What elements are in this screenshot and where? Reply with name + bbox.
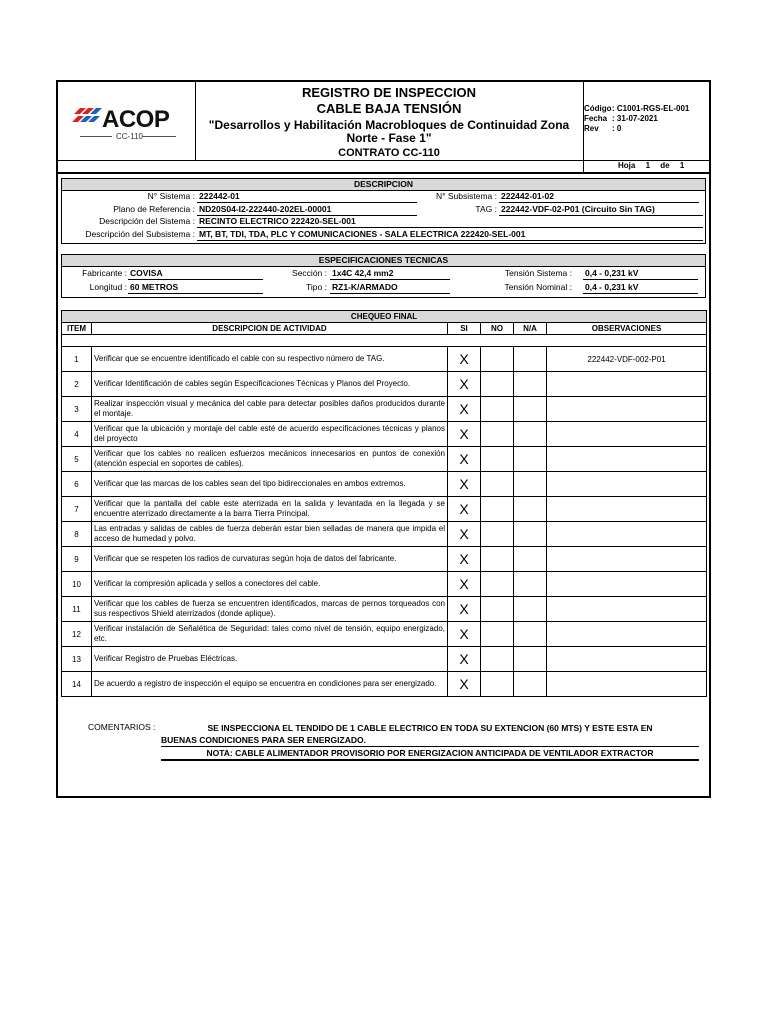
item-na-mark xyxy=(514,397,547,422)
item-observation xyxy=(547,672,707,697)
item-si-mark: X xyxy=(448,547,481,572)
item-no-mark xyxy=(481,472,514,497)
item-description: Verificar Identificación de cables según Especificaciones Técnicas y Planos del Proyecto. xyxy=(92,372,448,397)
item-number: 10 xyxy=(62,572,92,597)
plano-label: Plano de Referencia : xyxy=(113,204,195,214)
item-na-mark xyxy=(514,472,547,497)
form-header xyxy=(58,82,709,161)
seccion-value: 1x4C 42,4 mm2 xyxy=(330,268,450,280)
item-number: 2 xyxy=(62,372,92,397)
item-observation xyxy=(547,422,707,447)
item-si-mark: X xyxy=(448,597,481,622)
tipo-label: Tipo : xyxy=(306,282,327,292)
item-observation xyxy=(547,572,707,597)
page-number-row xyxy=(58,160,709,174)
item-no-mark xyxy=(481,447,514,472)
col-no: NO xyxy=(481,323,514,335)
item-number: 11 xyxy=(62,597,92,622)
item-na-mark xyxy=(514,672,547,697)
desc-subsistema-value: MT, BT, TDI, TDA, PLC Y COMUNICACIONES - SALA ELECTRICA 222420-SEL-001 xyxy=(197,229,703,241)
document-meta xyxy=(584,104,689,134)
item-na-mark xyxy=(514,497,547,522)
table-row xyxy=(62,622,707,647)
tension-sistema-label: Tensión Sistema : xyxy=(504,268,572,278)
item-observation xyxy=(547,372,707,397)
project-name: "Desarrollos y Habilitación Macrobloques de Continuidad Zona Norte - Fase 1" xyxy=(208,118,570,145)
item-no-mark xyxy=(481,597,514,622)
item-si-mark: X xyxy=(448,672,481,697)
tension-nominal-label: Tensión Nominal : xyxy=(504,282,572,292)
item-no-mark xyxy=(481,622,514,647)
final-check-table xyxy=(61,310,707,697)
item-number: 4 xyxy=(62,422,92,447)
item-no-mark xyxy=(481,497,514,522)
comment-line-4 xyxy=(161,760,699,761)
specs-heading: ESPECIFICACIONES TECNICAS xyxy=(62,255,705,267)
item-no-mark xyxy=(481,672,514,697)
item-na-mark xyxy=(514,622,547,647)
item-observation xyxy=(547,497,707,522)
item-si-mark: X xyxy=(448,472,481,497)
col-si: SI xyxy=(448,323,481,335)
logo-subtitle: CC-110 xyxy=(116,132,143,141)
item-na-mark xyxy=(514,522,547,547)
hoja-total: 1 xyxy=(679,161,685,170)
comment-line-3: NOTA: CABLE ALIMENTADOR PROVISORIO POR ENERGIZACION ANTICIPADA DE VENTILADOR EXTRACTOR xyxy=(161,747,699,760)
hoja-de: de xyxy=(660,161,670,170)
item-na-mark xyxy=(514,347,547,372)
fabricante-label: Fabricante : xyxy=(82,268,127,278)
item-number: 1 xyxy=(62,347,92,372)
item-description: Verificar que los cables no realicen esfuerzos mecánicos innecesarios en puntos de conexión (atención especial en soportes de cables). xyxy=(92,447,448,472)
acop-stripes-icon xyxy=(72,108,102,124)
item-observation xyxy=(547,472,707,497)
page-row-divider xyxy=(583,160,584,172)
desc-sistema-label: Descripción del Sistema : xyxy=(99,216,195,226)
item-no-mark xyxy=(481,422,514,447)
item-na-mark xyxy=(514,372,547,397)
item-observation xyxy=(547,622,707,647)
seccion-label: Sección : xyxy=(292,268,327,278)
item-si-mark: X xyxy=(448,422,481,447)
table-row xyxy=(62,397,707,422)
description-section xyxy=(61,178,706,244)
item-number: 5 xyxy=(62,447,92,472)
hoja-label: Hoja xyxy=(618,161,636,170)
item-description: Verificar que la ubicación y montaje del cable esté de acuerdo especificaciones técnicas y planos del proyecto xyxy=(92,422,448,447)
item-number: 6 xyxy=(62,472,92,497)
plano-value: ND20S04-I2-222440-202EL-00001 xyxy=(197,204,417,216)
item-observation xyxy=(547,647,707,672)
item-no-mark xyxy=(481,572,514,597)
form-title: REGISTRO DE INSPECCION xyxy=(301,85,477,100)
item-na-mark xyxy=(514,647,547,672)
fecha-value: : 31-07-2021 xyxy=(612,114,658,123)
item-description: Verificar que los cables de fuerza se encuentren identificados, marcas de pernos torqueados con sus respectivos Shield aterrizados (donde aplique). xyxy=(92,597,448,622)
item-description: Verificar la compresión aplicada y sellos a conectores del cable. xyxy=(92,572,448,597)
item-si-mark: X xyxy=(448,647,481,672)
form-subtitle: CABLE BAJA TENSIÓN xyxy=(316,101,462,116)
final-check-heading: CHEQUEO FINAL xyxy=(62,311,707,323)
col-na: N/A xyxy=(514,323,547,335)
tag-label: TAG : xyxy=(475,204,497,214)
item-si-mark: X xyxy=(448,347,481,372)
item-observation xyxy=(547,397,707,422)
item-si-mark: X xyxy=(448,497,481,522)
comment-line-2: BUENAS CONDICIONES PARA SER ENERGIZADO. xyxy=(161,734,699,747)
item-number: 8 xyxy=(62,522,92,547)
page-number xyxy=(618,160,692,172)
logo-rule-right xyxy=(142,136,176,137)
col-item: ITEM xyxy=(62,323,92,335)
table-row xyxy=(62,547,707,572)
table-row xyxy=(62,347,707,372)
item-number: 9 xyxy=(62,547,92,572)
item-no-mark xyxy=(481,372,514,397)
item-no-mark xyxy=(481,347,514,372)
tension-nominal-value: 0,4 - 0,231 kV xyxy=(583,282,698,294)
rev-value: : 0 xyxy=(612,124,622,133)
item-observation: 222442-VDF-002-P01 xyxy=(547,347,707,372)
item-si-mark: X xyxy=(448,372,481,397)
item-no-mark xyxy=(481,647,514,672)
longitud-label: Longitud : xyxy=(89,282,127,292)
tag-value: 222442-VDF-02-P01 (Circuito Sin TAG) xyxy=(499,204,703,216)
tension-sistema-value: 0,4 - 0,231 kV xyxy=(583,268,698,280)
subsistema-value: 222442-01-02 xyxy=(499,191,699,203)
title-block xyxy=(195,82,584,160)
contract-number: CONTRATO CC-110 xyxy=(338,147,440,159)
item-description: Verificar que se encuentre identificado el cable con su respectivo número de TAG. xyxy=(92,347,448,372)
desc-sistema-value: RECINTO ELECTRICO 222420-SEL-001 xyxy=(197,216,703,228)
table-row xyxy=(62,472,707,497)
item-na-mark xyxy=(514,447,547,472)
item-no-mark xyxy=(481,397,514,422)
spacer-row xyxy=(62,335,707,347)
item-number: 3 xyxy=(62,397,92,422)
table-row xyxy=(62,597,707,622)
hoja-num: 1 xyxy=(645,161,651,170)
item-no-mark xyxy=(481,547,514,572)
item-number: 7 xyxy=(62,497,92,522)
item-description: Verificar que se respeten los radios de curvaturas según hoja de datos del fabricante. xyxy=(92,547,448,572)
item-na-mark xyxy=(514,572,547,597)
tipo-value: RZ1-K/ARMADO xyxy=(330,282,450,294)
table-row xyxy=(62,372,707,397)
item-number: 13 xyxy=(62,647,92,672)
comment-line-1: SE INSPECCIONA EL TENDIDO DE 1 CABLE ELECTRICO EN TODA SU EXTENCION (60 MTS) Y ESTE ESTA EN xyxy=(207,723,653,733)
table-row xyxy=(62,497,707,522)
item-observation xyxy=(547,547,707,572)
specs-section xyxy=(61,254,706,298)
table-row xyxy=(62,422,707,447)
table-row xyxy=(62,572,707,597)
item-si-mark: X xyxy=(448,622,481,647)
item-number: 14 xyxy=(62,672,92,697)
item-number: 12 xyxy=(62,622,92,647)
col-description: DESCRIPCION DE ACTIVIDAD xyxy=(92,323,448,335)
item-description: Verificar Registro de Pruebas Eléctricas. xyxy=(92,647,448,672)
item-description: Las entradas y salidas de cables de fuerza deberán estar bien selladas de manera que impida el acceso de humedad y polvo. xyxy=(92,522,448,547)
item-si-mark: X xyxy=(448,397,481,422)
inspection-form xyxy=(56,80,711,798)
logo-wordmark: ACOP xyxy=(102,106,170,133)
item-si-mark: X xyxy=(448,522,481,547)
subsistema-label: N° Subsistema : xyxy=(435,191,497,201)
company-logo xyxy=(58,82,196,160)
table-row xyxy=(62,447,707,472)
item-description: De acuerdo a registro de inspección el equipo se encuentra en condiciones para ser energizado. xyxy=(92,672,448,697)
fabricante-value: COVISA xyxy=(128,268,263,280)
sistema-label: N° Sistema : xyxy=(147,191,195,201)
item-na-mark xyxy=(514,547,547,572)
description-heading: DESCRIPCION xyxy=(62,179,705,191)
item-observation xyxy=(547,522,707,547)
longitud-value: 60 METROS xyxy=(128,282,263,294)
rev-label: Rev xyxy=(584,124,599,133)
item-description: Verificar instalación de Señalética de Seguridad: tales como nivel de tensión, equipo energizado, etc. xyxy=(92,622,448,647)
item-no-mark xyxy=(481,522,514,547)
item-si-mark: X xyxy=(448,572,481,597)
sistema-value: 222442-01 xyxy=(197,191,417,203)
comments-label: COMENTARIOS : xyxy=(88,722,156,732)
item-description: Verificar que las marcas de los cables sean del tipo bidireccionales en ambos extremos. xyxy=(92,472,448,497)
logo-rule-left xyxy=(80,136,112,137)
item-description: Verificar que la pantalla del cable este aterrizada en la salida y levantada en la llegada y se encuentre aterrizado directamente a la barra Tierra Principal. xyxy=(92,497,448,522)
fecha-label: Fecha xyxy=(584,114,608,123)
col-observaciones: OBSERVACIONES xyxy=(547,323,707,335)
item-observation xyxy=(547,447,707,472)
table-row xyxy=(62,522,707,547)
table-row xyxy=(62,672,707,697)
codigo-value: : C1001-RGS-EL-001 xyxy=(612,104,690,113)
item-na-mark xyxy=(514,597,547,622)
table-row xyxy=(62,647,707,672)
item-description: Realizar inspección visual y mecánica del cable para detectar posibles daños producidos durante el montaje. xyxy=(92,397,448,422)
desc-subsistema-label: Descripción del Subsistema : xyxy=(85,229,195,239)
item-observation xyxy=(547,597,707,622)
item-na-mark xyxy=(514,422,547,447)
codigo-label: Código xyxy=(584,104,612,113)
item-si-mark: X xyxy=(448,447,481,472)
